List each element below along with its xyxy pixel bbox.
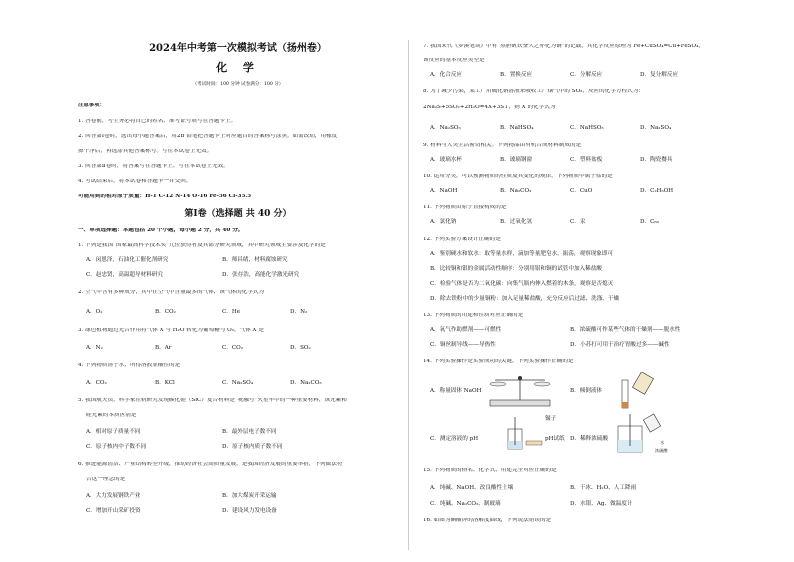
q7-option-d: D．复分解反应 xyxy=(640,72,679,78)
q2-option-d: D．N₂ xyxy=(290,309,308,315)
question-15: 15. 下列物质的俗名、化学式、用途完全对应正确的是 xyxy=(423,468,557,473)
q15-option-a: A．纯碱、NaOH、改良酸性土壤 xyxy=(430,485,514,491)
exam-title: 2024年中考第一次模拟考试（扬州卷） xyxy=(149,43,327,54)
column-divider xyxy=(408,40,409,550)
question-12: 12. 下列实验方案设计正确的是 xyxy=(423,237,501,242)
q9-option-a: A．玻璃水杯 xyxy=(430,157,463,163)
q11-option-d: D．C₆₀ xyxy=(640,219,659,225)
q12-option-a: A．鉴别硬水和软水：取等量水样，滴加等量肥皂水，振荡，观察现象即可 xyxy=(430,251,614,257)
exam-info: （考试时间：100 分钟 试卷满分：100 分） xyxy=(192,82,284,87)
question-1: 1. 下列是我国“国家最高科学技术奖”几位获得者及其部分研究领域，其中研究领域主要涉及化学的是 xyxy=(78,243,326,248)
question-6-cont: 合这一理念的是 xyxy=(86,477,126,482)
q6-option-a: A．大力发展钢铁产业 xyxy=(86,493,141,499)
q2-option-c: C．He xyxy=(222,309,241,315)
q15-option-b: B．干冰、H₂O、人工降雨 xyxy=(570,485,637,491)
q9-option-c: C．塑料盆板 xyxy=(570,157,603,163)
pouring-liquid-figure xyxy=(612,372,662,410)
subject-title: 化 学 xyxy=(216,61,260,74)
q6-option-d: D．建设风力发电设备 xyxy=(222,508,277,514)
question-4: 4. 下列物质溶于水，所得溶液显酸性的是 xyxy=(78,363,181,368)
q15-option-c: C．纯碱、Na₂CO₃、制玻璃 xyxy=(430,501,501,507)
note-item: 擦干净后，再选涂其他答案标号。写在本试卷上无效。 xyxy=(78,149,213,154)
q14-option-d: D．稀释浓硫酸 xyxy=(570,436,609,442)
q1-option-c: C．赵忠贤，高温超导材料研究 xyxy=(86,272,163,278)
water-label: 水 xyxy=(660,440,665,445)
q11-option-a: A．氯化钠 xyxy=(430,219,457,225)
q11-option-b: B．过氧化氢 xyxy=(500,219,533,225)
atomic-mass-line: 可能用到的相对原子质量：H-1 C-12 N-14 O-16 Fe-56 Cl-35.5 xyxy=(78,194,252,199)
q14-option-a: A．称量固体 NaOH xyxy=(430,388,482,394)
notes-heading: 注意事项： xyxy=(78,103,105,108)
question-10: 10. 运用分类，可以预测物质的性质及其变化的规律，下列物质中属于盐的是 xyxy=(423,174,613,179)
balance-figure xyxy=(480,370,560,410)
question-11: 11. 下列物质由原子直接构成的是 xyxy=(423,205,507,210)
q1-option-b: B．师昌绪，材料腐蚀研究 xyxy=(222,257,288,263)
note-item: 3. 回答第Ⅱ卷时，将答案写在答题卡上。写在本试卷上无效。 xyxy=(78,164,229,169)
q13-option-a: A．氧气作助燃剂——可燃性 xyxy=(430,327,502,333)
question-8: 8. 为了减少污染，某工厂用硫化钠溶液来吸收工厂烟气中的 SO₂，反应的化学方程式为： xyxy=(423,89,644,94)
q14-option-c: C．测定溶液的 pH xyxy=(430,436,479,442)
q4-option-c: C．Na₂SO₄ xyxy=(222,380,254,386)
q1-option-a: A．闵恩泽，石油化工催化剂研究 xyxy=(86,257,169,263)
q5-option-b: B．最外层电子数不同 xyxy=(222,429,277,435)
q2-option-a: A．O₂ xyxy=(86,309,103,315)
q8-option-a: A．Na₂SO₃ xyxy=(430,125,461,131)
q10-option-a: A．NaOH xyxy=(430,188,458,194)
note-item: 4. 考试结束后，将本试卷和答题卡一并交回。 xyxy=(78,179,192,184)
q13-option-d: D．小苏打可用于治疗胃酸过多——碱性 xyxy=(570,342,670,348)
question-5-cont: 硅元素的本质区别是 xyxy=(86,413,137,418)
q8-option-c: C．NaHSO₃ xyxy=(570,125,604,131)
q1-option-d: D．张存浩，高能化学激光研究 xyxy=(222,272,300,278)
question-9: 9. 材料与人类生活密切相关。下列物品由有机合成材料制成的是 xyxy=(423,143,582,148)
q12-option-c: C．检验气体是否为二氧化碳：向集气瓶内伸入燃着的木条，观察是否熄灭 xyxy=(430,281,614,287)
question-7: 7. 我国宋代《梦溪笔谈》中有“熬胆矾铁釜久之亦化为铜”的记载，其化学反应原理为 Fe+CuSO₄=Cu+FeSO₄， xyxy=(423,44,704,49)
q8-option-d: D．Na₂SO₄ xyxy=(640,125,672,131)
question-7-cont: 该反应的基本反应类型是 xyxy=(423,58,485,63)
conc-acid-label: 浓硫酸 xyxy=(655,448,668,453)
q2-option-b: B．CO₂ xyxy=(155,309,176,315)
q13-option-c: C．铜丝制导线——导热性 xyxy=(430,342,496,348)
q7-option-c: C．分解反应 xyxy=(570,72,603,78)
question-13: 13. 下列物质的用途和性质对应正确的是 xyxy=(423,313,524,318)
q5-option-a: A．相对原子质量不同 xyxy=(86,429,141,435)
tweezers-label: 镊子 xyxy=(545,416,557,422)
q12-option-b: B．比较铜和银的金属活动性顺序：分别用银和铜的试管中加入稀盐酸 xyxy=(430,266,602,272)
q9-option-d: D．陶瓷餐具 xyxy=(640,157,673,163)
q10-option-b: B．Na₂CO₃ xyxy=(500,188,532,194)
q13-option-b: B．浓硫酸可作某些气体的干燥剂——脱水性 xyxy=(570,327,681,333)
question-6: 6. 推进能源清洁、产业结构转型升级，推动经济社会高质量发展，是我国经济发展的重要举措，下列做法符 xyxy=(78,462,343,467)
q4-option-a: A．CO₂ xyxy=(86,380,107,386)
note-item: 2. 回答第Ⅰ卷时，选出每小题答案后，用2B 铅笔把答题卡上对应题目的答案标号涂黑。如需改动，用橡皮 xyxy=(78,134,338,139)
q9-option-b: B．玻璃钢窗 xyxy=(500,157,533,163)
q15-option-d: D．水银、Ag、做温度计 xyxy=(570,501,633,507)
q5-option-d: D．原子核内质子数不同 xyxy=(222,444,283,450)
q4-option-d: D．Na₂CO₃ xyxy=(290,380,322,386)
q3-option-b: B．Ar xyxy=(155,345,172,351)
ph-paper-label: pH试纸 xyxy=(545,436,565,442)
q6-option-c: C．增加开山采矿投资 xyxy=(86,508,141,514)
question-14: 14. 下列实验操作是实验成功的关键，下列实验操作正确的是 xyxy=(423,359,574,364)
q12-option-d: D．除去铁粉中的少量铜粉：加入足量稀盐酸，充分反应后过滤、洗涤、干燥 xyxy=(430,296,620,302)
q4-option-b: B．KCl xyxy=(155,380,175,386)
q6-option-b: B．加大煤炭开采运输 xyxy=(222,493,277,499)
q10-option-c: C．CuO xyxy=(570,188,593,194)
q5-option-c: C．原子核内中子数不同 xyxy=(86,444,147,450)
question-16: 16. 如图为硒酸钾的溶解度曲线，下列说法错误的是 xyxy=(423,518,552,523)
question-2: 2. 空气中含有多种成分，其中在空气中含量最多的气体，该气体的化学式为 xyxy=(78,290,265,295)
question-3: 3. 绿色植物通过光合作用将气体 X 与 H₂O 转化为葡萄糖与 O₂，气体 X 是 xyxy=(78,328,264,333)
q14-option-b: B．倾倒液体 xyxy=(570,388,603,394)
q10-option-d: D．C₂H₅OH xyxy=(640,188,674,194)
note-item: 1. 答卷前，考生务必将自己的姓名、准考证号填写在答题卡上。 xyxy=(78,119,237,124)
q11-option-c: C．汞 xyxy=(570,219,586,225)
q3-option-d: D．SO₂ xyxy=(290,345,311,351)
q7-option-b: B．置换反应 xyxy=(500,72,533,78)
q3-option-a: A．N₂ xyxy=(86,345,103,351)
question-8-cont: 2Na₂S+5SO₂+2H₂O=4X+3S↓，则 X 的化学式为 xyxy=(423,105,556,110)
q8-option-b: B．NaHSO₄ xyxy=(500,125,534,131)
part1-instruction: 一、单项选择题：本题包括 20 个小题，每小题 2 分，共 40 分。 xyxy=(78,228,244,233)
question-5: 5. 我国航天员、科学家在轨研究发现碳化硅（SiC）复合材料是“祝融号”火星车中的一种重要材料，该元素和 xyxy=(78,398,347,403)
q3-option-c: C．CO₂ xyxy=(222,345,243,351)
q7-option-a: A．化合反应 xyxy=(430,72,463,78)
part1-title: 第Ⅰ卷（选择题 共 40 分） xyxy=(184,209,292,219)
